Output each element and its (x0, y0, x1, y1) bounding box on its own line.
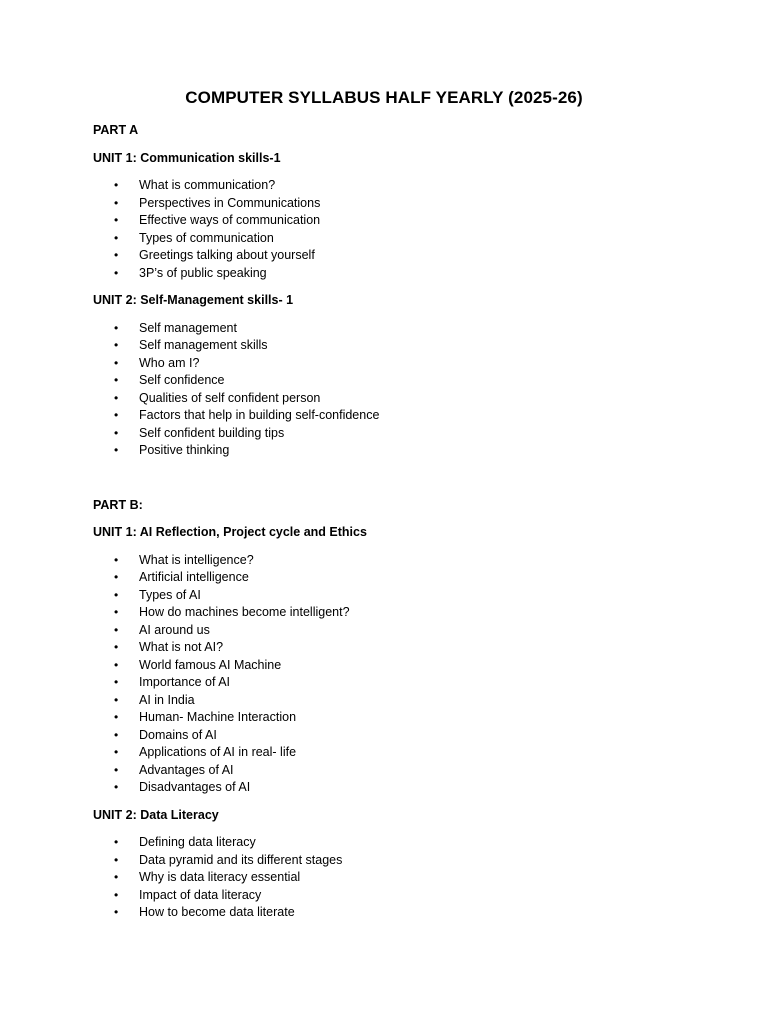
part-a-section (93, 122, 713, 460)
list-item-text: Who am I? (139, 355, 200, 370)
bullet-icon: • (114, 552, 119, 567)
part-b-unit-1-heading: UNIT 1: AI Reflection, Project cycle and Ethics (93, 525, 367, 539)
list-item (93, 212, 713, 230)
list-item (93, 337, 713, 355)
list-item (93, 587, 713, 605)
list-item-text: What is communication? (139, 178, 276, 192)
bullet-icon: • (114, 745, 119, 759)
list-item (93, 177, 713, 195)
list-item-text: Self confidence (139, 373, 225, 387)
list-item-text: How to become data literate (139, 905, 295, 919)
list-item (93, 230, 713, 248)
list-item-text: Defining data literacy (139, 835, 256, 849)
list-item (93, 852, 713, 870)
list-item-text: Advantages of AI (139, 762, 234, 777)
list-item (93, 195, 713, 213)
list-item-text: Effective ways of communication (139, 213, 321, 227)
bullet-icon: • (114, 390, 119, 405)
list-item-text: Applications of AI in real- life (139, 745, 297, 759)
list-item (93, 762, 713, 780)
document-body (93, 122, 713, 932)
list-item (93, 569, 713, 587)
bullet-icon: • (114, 443, 119, 457)
list-item-text: Domains of AI (139, 727, 217, 742)
bullet-icon: • (114, 195, 119, 210)
list-item (93, 407, 713, 425)
part-b-section (93, 497, 713, 922)
list-item (93, 442, 713, 460)
section-gap (93, 470, 713, 497)
bullet-icon: • (114, 570, 119, 584)
bullet-icon: • (114, 178, 119, 192)
list-item (93, 372, 713, 390)
list-item (93, 604, 713, 622)
bullet-icon: • (114, 248, 119, 262)
bullet-icon: • (114, 780, 119, 794)
bullet-icon: • (114, 230, 119, 245)
bullet-icon: • (114, 425, 119, 440)
list-item (93, 709, 713, 727)
list-item (93, 834, 713, 852)
bullet-icon: • (114, 320, 119, 335)
list-item-text: Artificial intelligence (139, 570, 249, 584)
part-b-unit-1-list (93, 552, 713, 797)
list-item (93, 779, 713, 797)
bullet-icon: • (114, 605, 119, 619)
list-item-text: Self management (139, 320, 237, 335)
list-item-text: Disadvantages of AI (139, 780, 251, 794)
list-item (93, 639, 713, 657)
list-item (93, 425, 713, 443)
list-item-text: World famous AI Machine (139, 657, 282, 672)
bullet-icon: • (114, 338, 119, 352)
list-item (93, 869, 713, 887)
list-item-text: Self confident building tips (139, 425, 285, 440)
bullet-icon: • (114, 587, 119, 602)
bullet-icon: • (114, 213, 119, 227)
part-a-unit-1-list (93, 177, 713, 282)
list-item (93, 390, 713, 408)
bullet-icon: • (114, 675, 119, 689)
list-item (93, 657, 713, 675)
list-item (93, 622, 713, 640)
list-item-text: Types of communication (139, 230, 274, 245)
document-title: COMPUTER SYLLABUS HALF YEARLY (2025-26) (185, 88, 583, 107)
bullet-icon: • (114, 762, 119, 777)
part-a-heading: PART A (93, 123, 139, 137)
bullet-icon: • (114, 870, 119, 884)
bullet-icon: • (114, 640, 119, 654)
list-item (93, 727, 713, 745)
part-a-unit-2-list (93, 320, 713, 460)
list-item-text: Importance of AI (139, 675, 231, 689)
list-item-text: Positive thinking (139, 443, 230, 457)
list-item (93, 692, 713, 710)
list-item-text: What is intelligence? (139, 552, 254, 567)
list-item-text: Greetings talking about yourself (139, 248, 315, 262)
list-item-text: Factors that help in building self-confidence (139, 408, 380, 422)
list-item-text: What is not AI? (139, 640, 224, 654)
bullet-icon: • (114, 727, 119, 742)
part-b-unit-2-list (93, 834, 713, 922)
bullet-icon: • (114, 657, 119, 672)
part-b-unit-2-heading: UNIT 2: Data Literacy (93, 807, 219, 822)
list-item (93, 265, 713, 283)
part-b-heading: PART B: (93, 497, 143, 512)
list-item-text: AI around us (139, 622, 210, 637)
bullet-icon: • (114, 265, 119, 280)
list-item (93, 320, 713, 338)
list-item-text: Self management skills (139, 338, 268, 352)
list-item-text: Perspectives in Communications (139, 195, 321, 210)
list-item-text: Types of AI (139, 587, 201, 602)
list-item (93, 552, 713, 570)
list-item (93, 674, 713, 692)
bullet-icon: • (114, 373, 119, 387)
part-a-unit-1-heading: UNIT 1: Communication skills-1 (93, 150, 281, 165)
list-item (93, 355, 713, 373)
bullet-icon: • (114, 692, 119, 707)
bullet-icon: • (114, 408, 119, 422)
list-item-text: Impact of data literacy (139, 887, 262, 902)
list-item-text: Human- Machine Interaction (139, 710, 297, 724)
bullet-icon: • (114, 835, 119, 849)
part-a-unit-2-heading: UNIT 2: Self-Management skills- 1 (93, 293, 294, 307)
bullet-icon: • (114, 355, 119, 370)
list-item (93, 247, 713, 265)
list-item-text: 3P’s of public speaking (139, 265, 267, 280)
bullet-icon: • (114, 852, 119, 867)
list-item-text: How do machines become intelligent? (139, 605, 350, 619)
bullet-icon: • (114, 905, 119, 919)
list-item (93, 904, 713, 922)
bullet-icon: • (114, 622, 119, 637)
bullet-icon: • (114, 887, 119, 902)
list-item (93, 887, 713, 905)
list-item (93, 744, 713, 762)
list-item-text: AI in India (139, 692, 195, 707)
bullet-icon: • (114, 710, 119, 724)
list-item-text: Why is data literacy essential (139, 870, 301, 884)
list-item-text: Qualities of self confident person (139, 390, 321, 405)
list-item-text: Data pyramid and its different stages (139, 852, 343, 867)
